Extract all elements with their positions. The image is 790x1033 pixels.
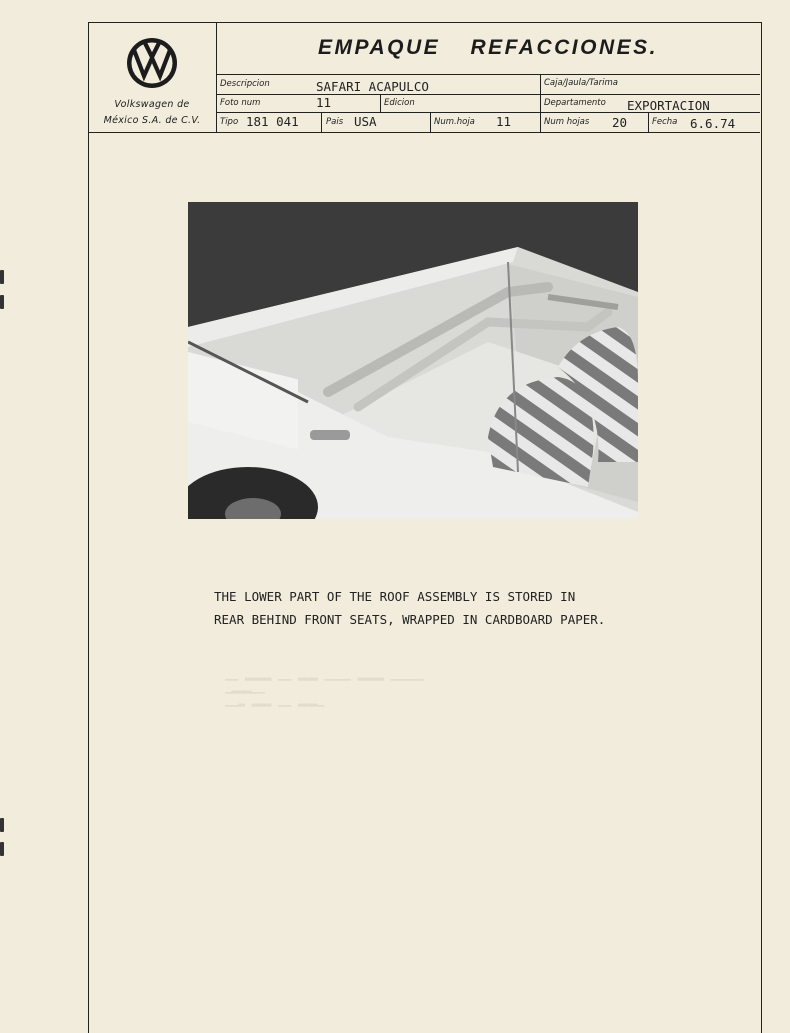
num-hojas-value: 20 — [612, 115, 628, 130]
departamento-value: EXPORTACION — [627, 98, 710, 113]
num-hoja-label: Num.hoja — [434, 117, 475, 127]
grid-line — [430, 112, 431, 132]
grid-line — [88, 132, 760, 133]
company-name-line1: Volkswagen de — [114, 99, 190, 110]
grid-line — [648, 112, 649, 132]
show-through-text: ▁▁ ▂▂▂▂ ▁▁ ▂▂▂ ▁▁▁▁ ▂▂▂▂ ▁▁▁▁▁ ▁▂▂▂▁▁ ▁▁▂ ▂▂▂ ▁▁ ▂▂▂▁ — [225, 668, 424, 707]
grid-line — [380, 94, 381, 112]
vehicle-photo — [188, 202, 638, 519]
pais-label: Pais — [326, 117, 344, 127]
descripcion-value: SAFARI ACAPULCO — [316, 79, 429, 94]
form-border — [88, 22, 762, 1033]
foto-num-value: 11 — [316, 95, 332, 110]
tipo-label: Tipo — [220, 117, 239, 127]
caption-line-2: REAR BEHIND FRONT SEATS, WRAPPED IN CARDBOARD PAPER. — [214, 612, 606, 627]
num-hoja-value: 11 — [496, 114, 512, 129]
num-hojas-label: Num hojas — [544, 117, 590, 127]
company-name-line2: México S.A. de C.V. — [103, 115, 201, 126]
binder-clip-mark — [0, 818, 4, 832]
departamento-label: Departamento — [544, 98, 606, 108]
caja-label: Caja/Jaula/Tarima — [544, 78, 618, 88]
pais-value: USA — [354, 114, 377, 129]
descripcion-label: Descripcion — [220, 79, 270, 89]
grid-line — [540, 74, 541, 132]
fecha-value: 6.6.74 — [690, 116, 736, 131]
binder-clip-mark — [0, 842, 4, 856]
edicion-label: Edicion — [384, 98, 415, 108]
foto-num-label: Foto num — [220, 98, 261, 108]
photo-caption — [214, 585, 605, 631]
form-title — [216, 22, 760, 74]
grid-line — [216, 74, 760, 75]
tipo-value: 181 041 — [246, 114, 299, 129]
binder-clip-mark — [0, 270, 4, 284]
binder-clip-mark — [0, 295, 4, 309]
volkswagen-logo-icon — [125, 36, 179, 90]
form-title-text: EMPAQUE REFACCIONES. — [318, 36, 658, 59]
fecha-label: Fecha — [652, 117, 678, 127]
vehicle-photo-illustration — [188, 202, 638, 519]
grid-line — [321, 112, 322, 132]
caption-line-1: THE LOWER PART OF THE ROOF ASSEMBLY IS STORED IN — [214, 589, 576, 604]
grid-line — [216, 94, 760, 95]
logo-cell — [88, 22, 217, 132]
